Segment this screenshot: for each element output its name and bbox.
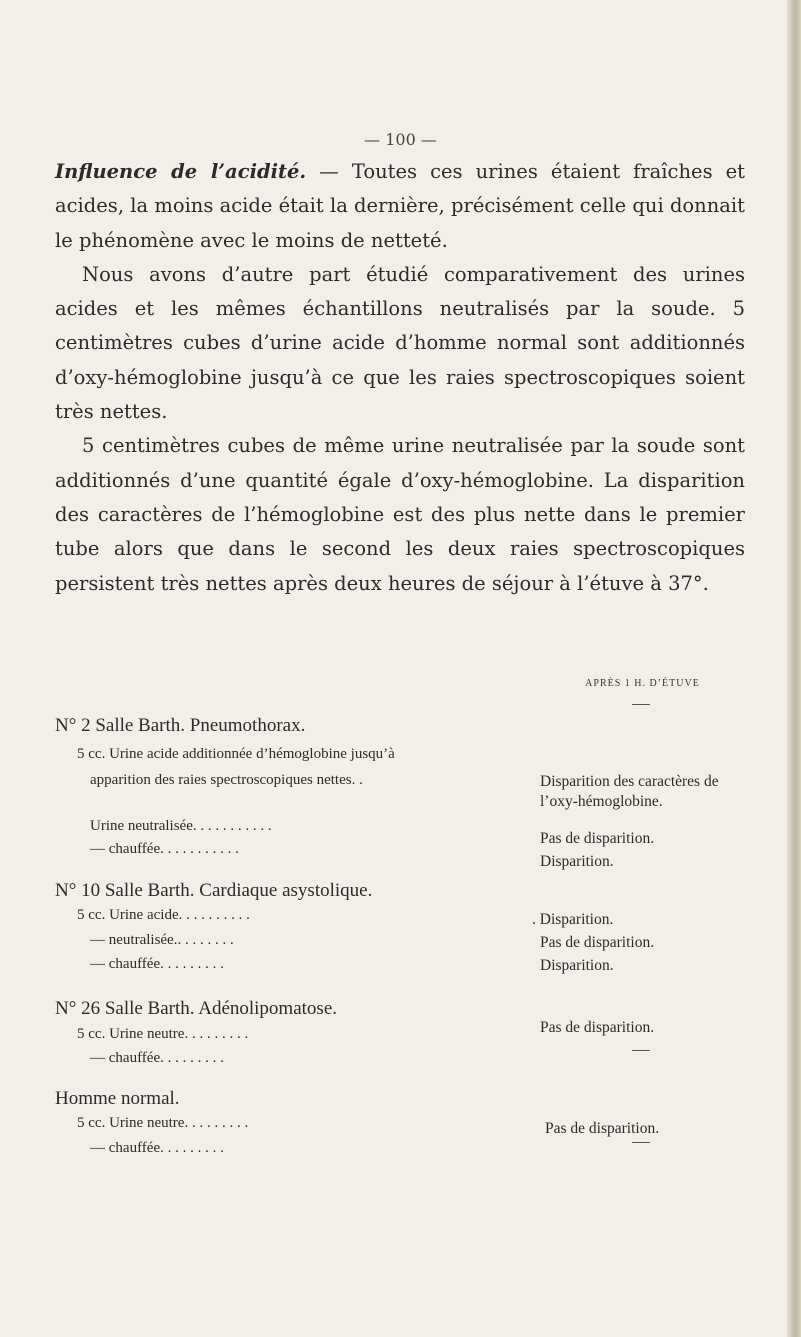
- case-3-result-1: Pas de disparition.: [540, 1019, 655, 1036]
- case-2-result-2: Pas de disparition.: [540, 934, 655, 951]
- paragraph-2: Nous avons d’autre part étudié comparativement des urines acides et les mêmes échantillons neutralisés par la soude. 5 centimètres cubes d’urine acide d’homme normal sont additionnés d’oxy-hémoglobine jusqu’à ce que les raies spectroscopiques soient très nettes.: [55, 262, 745, 424]
- case-2-result-1: . Disparition.: [532, 911, 614, 928]
- case-1-line-1: 5 cc. Urine acide additionnée d’hémoglobine jusqu’à: [77, 746, 395, 762]
- case-2-title: N° 10 Salle Barth. Cardiaque asystolique.: [55, 880, 373, 901]
- column-header: APRÈS 1 H. D’ÉTUVE: [585, 678, 700, 689]
- body-text: [55, 155, 745, 601]
- page-edge: [787, 0, 801, 1337]
- case-1-result-3: Pas de disparition.: [540, 830, 655, 847]
- case-1-line-3: Urine neutralisée. . . . . . . . . . .: [90, 818, 272, 834]
- page-number: — 100 —: [364, 130, 437, 149]
- case-3-title: N° 26 Salle Barth. Adénolipomatose.: [55, 998, 338, 1019]
- case-2-line-2: — neutralisée.. . . . . . . .: [90, 932, 234, 948]
- header-rule: [632, 704, 650, 705]
- case-4-result-1: Pas de disparition.: [545, 1120, 660, 1137]
- section-heading: Influence de l’acidité.: [55, 160, 307, 183]
- paragraph-1: [55, 155, 745, 258]
- case-4-line-1: 5 cc. Urine neutre. . . . . . . . .: [77, 1115, 249, 1131]
- case-3-line-2: — chauffée. . . . . . . . .: [90, 1050, 224, 1066]
- case-1-result-4: Disparition.: [540, 853, 614, 870]
- case-4-ditto-rule: [632, 1142, 650, 1143]
- paragraph-3: 5 centimètres cubes de même urine neutralisée par la soude sont additionnés d’une quantité égale d’oxy-hémoglobine. La disparition des caractères de l’hémoglobine est des plus nette dans le premier tube alors que dans le second les deux raies spectroscopiques persistent très nettes après deux heures de séjour à l’étuve à 37°.: [55, 434, 745, 595]
- case-1-line-2: apparition des raies spectroscopiques nettes. .: [90, 772, 363, 788]
- intro-text: — Toutes ces urines étaient fraîches et acides, la moins acide était la dernière, précisément celle qui donnait le phénomène avec le moins de netteté.: [55, 160, 746, 252]
- case-3-line-1: 5 cc. Urine neutre. . . . . . . . .: [77, 1026, 249, 1042]
- case-4-title: Homme normal.: [55, 1088, 180, 1109]
- case-2-result-3: Disparition.: [540, 957, 614, 974]
- case-4-line-2: — chauffée. . . . . . . . .: [90, 1140, 224, 1156]
- case-1-result-1: Disparition des caractères de l’oxy-hémoglobine.: [540, 773, 719, 810]
- case-2-line-3: — chauffée. . . . . . . . .: [90, 956, 224, 972]
- case-1-line-4: — chauffée. . . . . . . . . . .: [90, 841, 239, 857]
- case-2-line-1: 5 cc. Urine acide. . . . . . . . . .: [77, 907, 250, 923]
- case-1-title: N° 2 Salle Barth. Pneumothorax.: [55, 715, 306, 736]
- case-3-ditto-rule: [632, 1050, 650, 1051]
